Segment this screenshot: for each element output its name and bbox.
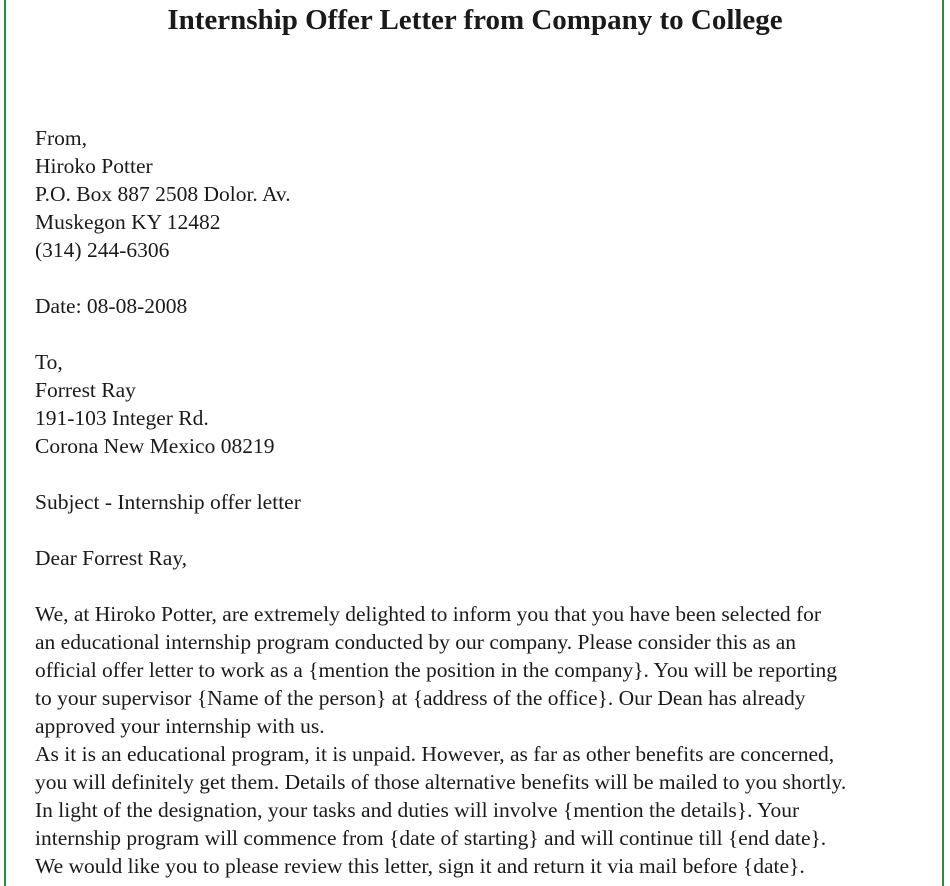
recipient-name: Forrest Ray — [35, 378, 136, 402]
recipient-address-line-1: 191-103 Integer Rd. — [35, 406, 209, 430]
body-paragraphs — [35, 600, 925, 880]
sender-address-line-2: Muskegon KY 12482 — [35, 210, 221, 234]
letter-subject: Subject - Internship offer letter — [35, 490, 301, 514]
to-label: To, — [35, 350, 63, 374]
salutation: Dear Forrest Ray, — [35, 546, 188, 570]
body-line: internship program will commence from {date of starting} and will continue till {end date}. — [35, 826, 827, 850]
recipient-address-line-2: Corona New Mexico 08219 — [35, 434, 275, 458]
letter-body — [35, 124, 925, 880]
sender-phone: (314) 244-6306 — [35, 238, 170, 262]
sender-name: Hiroko Potter — [35, 154, 153, 178]
body-line: In light of the designation, your tasks and duties will involve {mention the details}. Your — [35, 798, 800, 822]
body-line: official offer letter to work as a {mention the position in the company}. You will be reporting — [35, 658, 838, 682]
sender-block — [35, 124, 925, 264]
letter-date: Date: 08-08-2008 — [35, 294, 188, 318]
body-line: an educational internship program conducted by our company. Please consider this as an — [35, 630, 797, 654]
body-line: We, at Hiroko Potter, are extremely delighted to inform you that you have been selected for — [35, 602, 822, 626]
body-line: We would like you to please review this letter, sign it and return it via mail before {date}. — [35, 854, 805, 878]
recipient-block — [35, 348, 925, 460]
page-title: Internship Offer Letter from Company to College — [167, 4, 783, 36]
sender-address-line-1: P.O. Box 887 2508 Dolor. Av. — [35, 182, 291, 206]
body-line: approved your internship with us. — [35, 714, 325, 738]
body-line: As it is an educational program, it is unpaid. However, as far as other benefits are concerned, — [35, 742, 835, 766]
from-label: From, — [35, 126, 87, 150]
body-line: to your supervisor {Name of the person} at {address of the office}. Our Dean has already — [35, 686, 806, 710]
body-line: you will definitely get them. Details of those alternative benefits will be mailed to you shortly. — [35, 770, 847, 794]
